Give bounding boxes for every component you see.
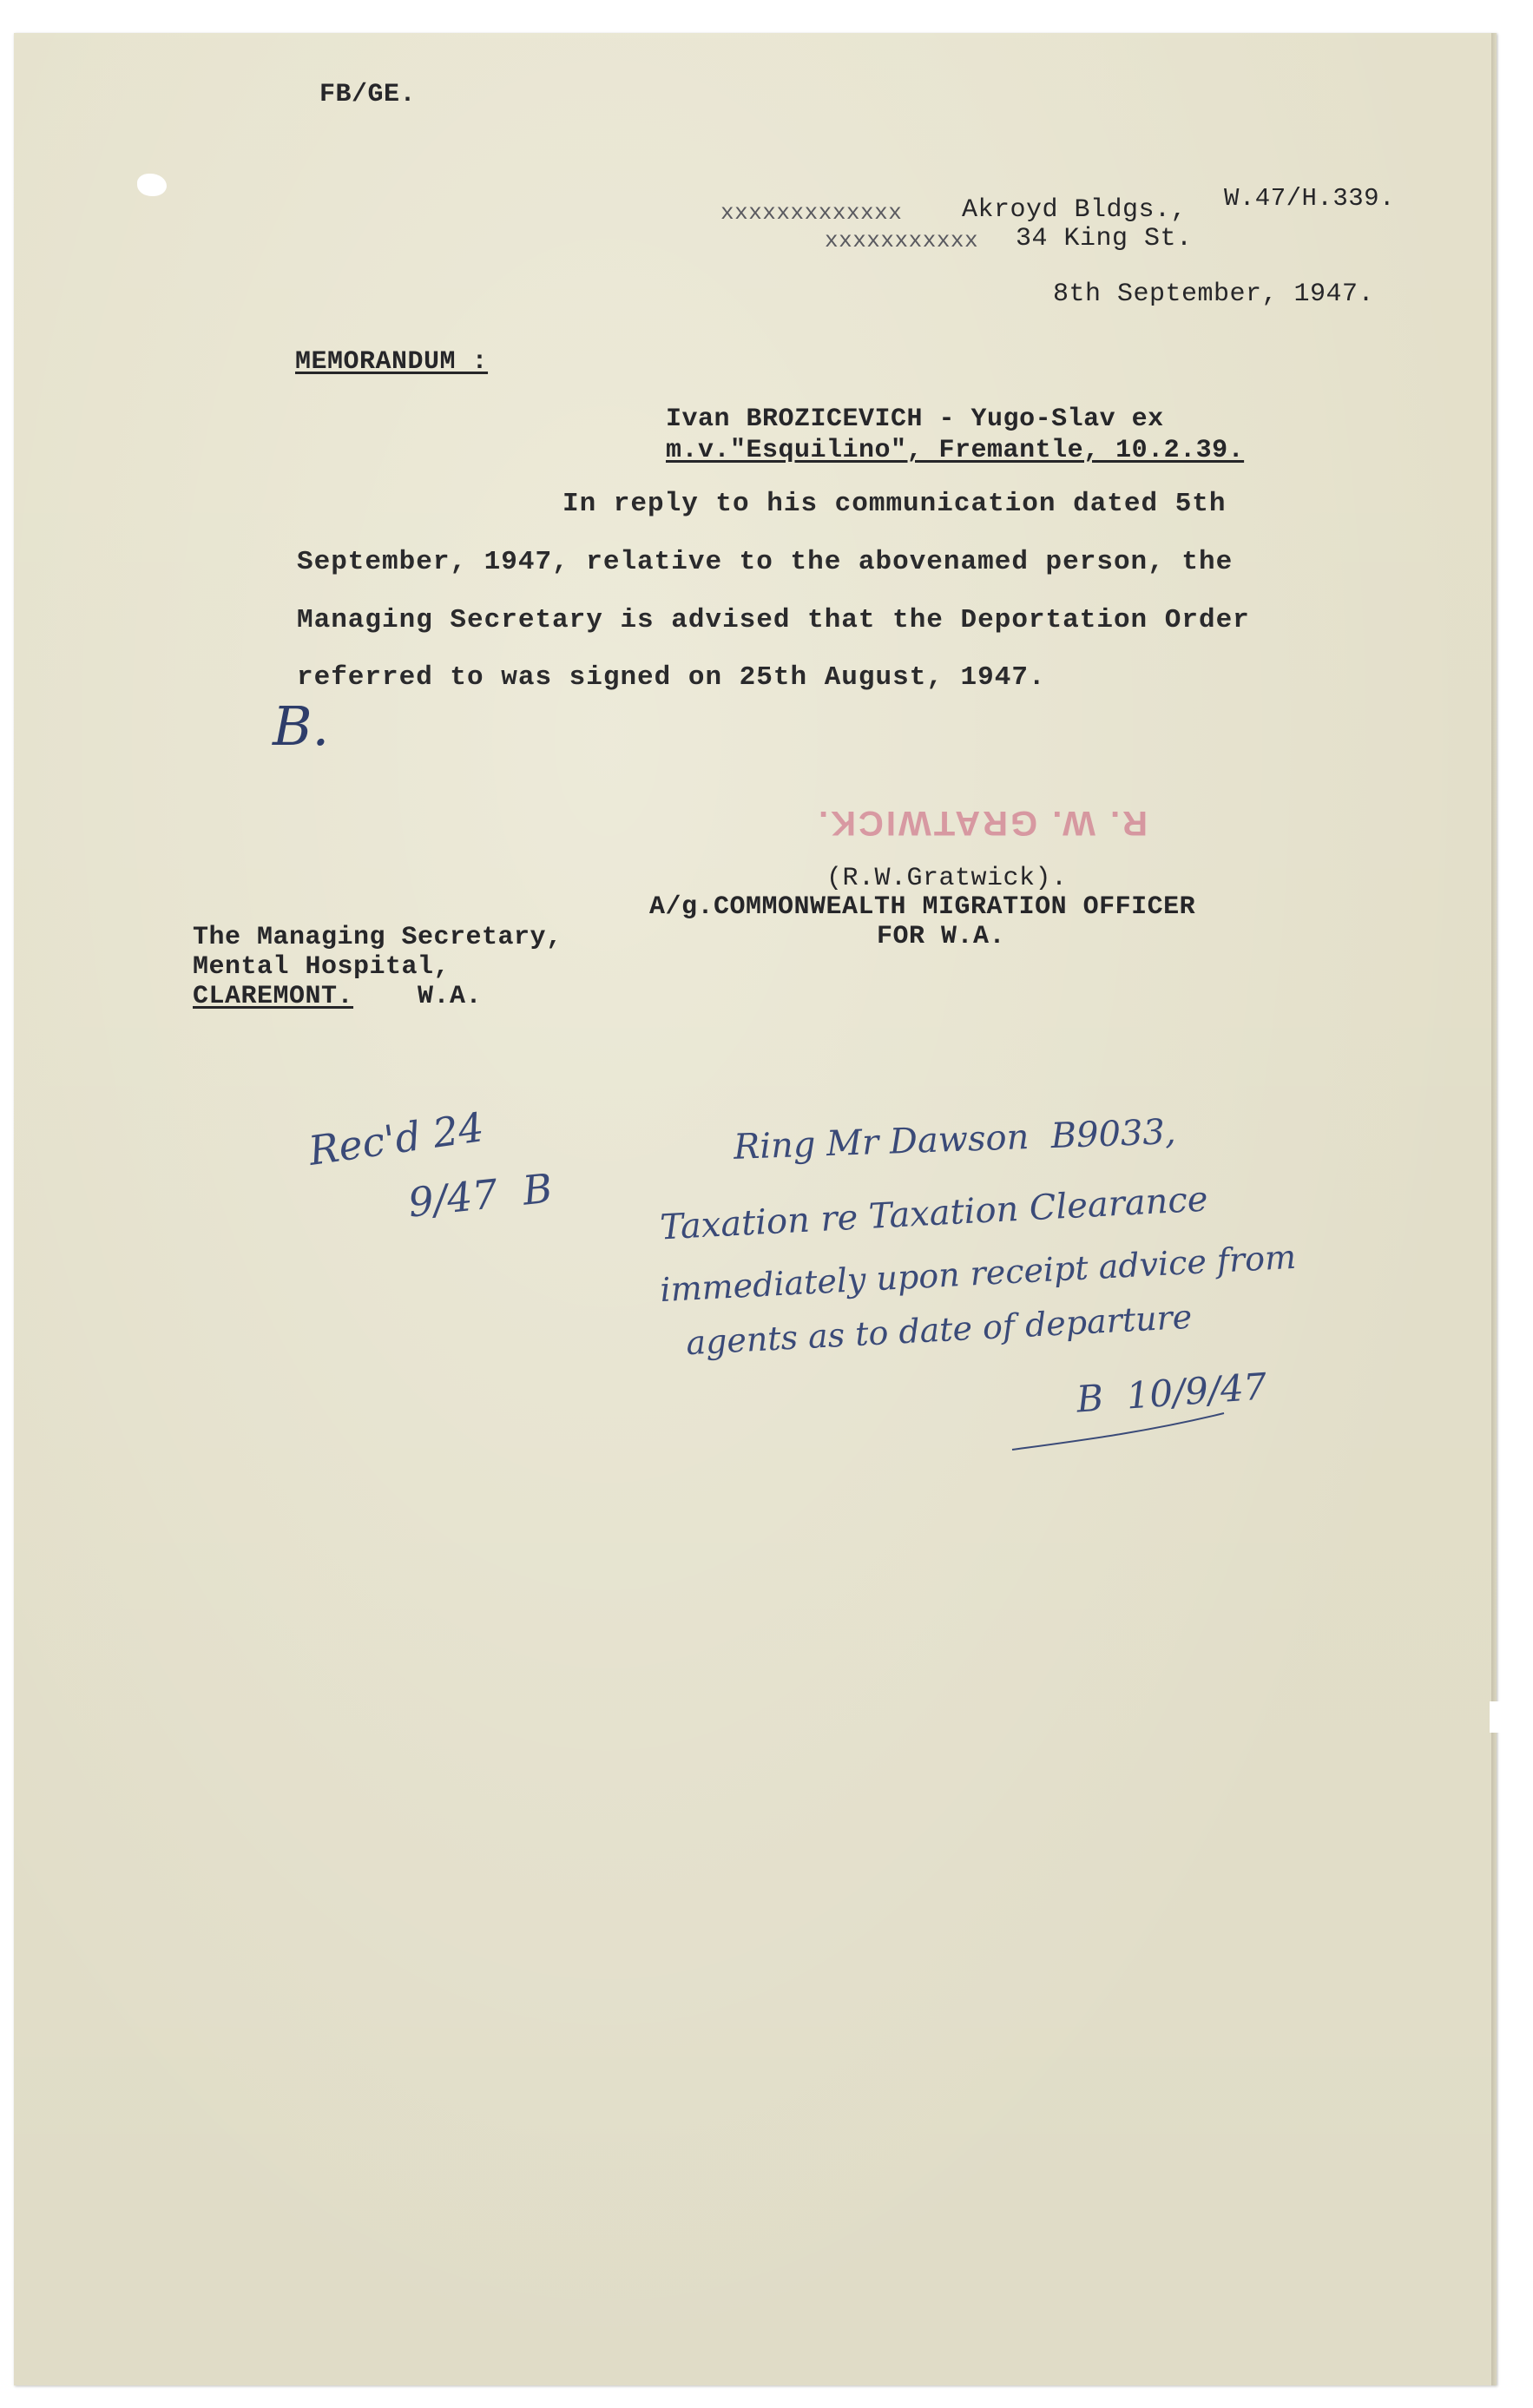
- addressee-line-3: [193, 982, 482, 1011]
- handwritten-note-line-3: immediately upon receipt advice from: [659, 1237, 1298, 1310]
- initial-mark: B.: [273, 694, 330, 758]
- addressee-city: CLAREMONT.: [193, 982, 354, 1011]
- address-line-1: Akroyd Bldgs.,: [962, 195, 1188, 225]
- officer-stamp: R. W. GRATWICK.: [816, 804, 1148, 842]
- signature-stroke: [1012, 1413, 1224, 1450]
- punch-hole: [137, 174, 167, 196]
- addressee-line-2: Mental Hospital,: [193, 952, 451, 982]
- paper-edge-shadow: [1491, 33, 1498, 2385]
- signature-flourish: [1007, 1406, 1233, 1458]
- file-reference: W.47/H.339.: [1224, 184, 1395, 213]
- handwritten-note-line-4: agents as to date of departure: [685, 1297, 1194, 1363]
- memo-heading: [295, 347, 488, 377]
- handwritten-note-signature: B 10/9/47: [1075, 1365, 1268, 1421]
- reference-code: FB/GE.: [319, 80, 417, 109]
- memo-heading-text: MEMORANDUM :: [295, 347, 489, 377]
- body-line-1: In reply to his communication dated 5th: [563, 489, 1227, 519]
- signatory-title-1: A/g.COMMONWEALTH MIGRATION OFFICER: [649, 892, 1196, 922]
- address-line-2: 34 King St.: [1016, 224, 1193, 253]
- handwritten-note-line-1: Ring Mr Dawson B9033,: [733, 1112, 1177, 1168]
- subject-line-1: Ivan BROZICEVICH - Yugo-Slav ex: [666, 405, 1164, 434]
- handwritten-note-line-2: Taxation re Taxation Clearance: [659, 1179, 1209, 1248]
- addressee-line-1: The Managing Secretary,: [193, 923, 563, 952]
- body-line-3: Managing Secretary is advised that the Deportation Order: [297, 605, 1250, 635]
- subject-line-2: m.v."Esquilino", Fremantle, 10.2.39.: [666, 436, 1245, 465]
- addressee-state: W.A.: [418, 982, 483, 1011]
- signatory-title-2: FOR W.A.: [877, 922, 1006, 951]
- paper-notch: [1490, 1701, 1502, 1733]
- memo-date: 8th September, 1947.: [1053, 280, 1375, 309]
- struck-address-2: xxxxxxxxxxx: [825, 227, 979, 253]
- signatory-name: (R.W.Gratwick).: [826, 864, 1068, 893]
- body-line-4: referred to was signed on 25th August, 1947.: [297, 662, 1046, 693]
- body-line-2: September, 1947, relative to the abovenamed person, the: [297, 547, 1234, 577]
- struck-address-1: xxxxxxxxxxxxx: [720, 200, 903, 226]
- handwritten-received-note-1: Rec'd 24: [306, 1103, 487, 1174]
- handwritten-received-note-2: 9/47 B: [405, 1164, 555, 1227]
